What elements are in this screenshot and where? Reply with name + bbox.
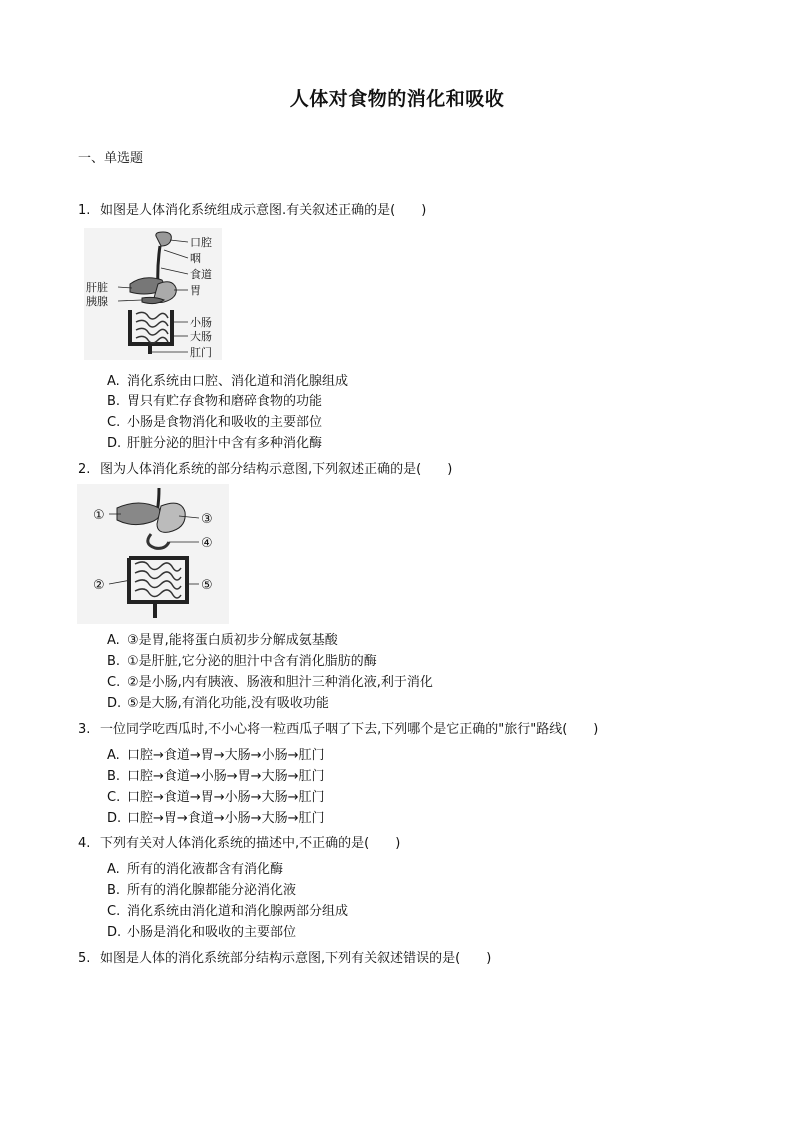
- question-number: 1.: [78, 203, 91, 218]
- figure-label-liver: 肝脏: [86, 281, 108, 294]
- q2-option-a[interactable]: A. ③是胃,能将蛋白质初步分解成氨基酸: [107, 633, 338, 648]
- question-1: [78, 199, 426, 218]
- question-text: 图为人体消化系统的部分结构示意图,下列叙述正确的是( ): [100, 462, 453, 477]
- figure-label-esophagus: 食道: [190, 268, 212, 281]
- figure-label-stomach: 胃: [190, 284, 201, 297]
- section-heading: 一、单选题: [78, 151, 144, 166]
- q3-option-d[interactable]: D. 口腔→胃→食道→小肠→大肠→肛门: [107, 811, 325, 826]
- figure-label-2: ②: [93, 578, 105, 593]
- digestive-system-figure-1: [84, 228, 222, 360]
- question-number: 3.: [78, 722, 91, 737]
- question-text: 如图是人体的消化系统部分结构示意图,下列有关叙述错误的是( ): [100, 951, 492, 966]
- question-4: [78, 832, 400, 851]
- q2-option-d[interactable]: D. ⑤是大肠,有消化功能,没有吸收功能: [107, 696, 329, 711]
- q1-option-c[interactable]: C. 小肠是食物消化和吸收的主要部位: [107, 415, 323, 430]
- figure-label-small-intestine: 小肠: [190, 316, 212, 329]
- figure-label-4: ④: [201, 536, 213, 551]
- digestive-system-figure-2: [77, 484, 229, 624]
- question-text: 如图是人体消化系统组成示意图.有关叙述正确的是( ): [100, 203, 427, 218]
- q4-option-d[interactable]: D. 小肠是消化和吸收的主要部位: [107, 925, 297, 940]
- figure-label-5: ⑤: [201, 578, 213, 593]
- figure-label-3: ③: [201, 512, 213, 527]
- page-title: 人体对食物的消化和吸收: [289, 88, 505, 110]
- figure-label-1: ①: [93, 508, 105, 523]
- figure-label-anus: 肛门: [190, 346, 212, 359]
- figure-label-pancreas: 胰腺: [86, 295, 108, 308]
- q4-option-a[interactable]: A. 所有的消化液都含有消化酶: [107, 862, 284, 877]
- q1-option-d[interactable]: D. 肝脏分泌的胆汁中含有多种消化酶: [107, 436, 323, 451]
- question-number: 5.: [78, 951, 91, 966]
- q3-option-a[interactable]: A. 口腔→食道→胃→大肠→小肠→肛门: [107, 748, 325, 763]
- figure-label-mouth: 口腔: [190, 236, 212, 249]
- question-5: [78, 947, 491, 966]
- question-number: 2.: [78, 462, 91, 477]
- q3-option-c[interactable]: C. 口腔→食道→胃→小肠→大肠→肛门: [107, 790, 325, 805]
- q4-option-b[interactable]: B. 所有的消化腺都能分泌消化液: [107, 883, 297, 898]
- question-number: 4.: [78, 836, 91, 851]
- question-2: [78, 458, 452, 477]
- q1-option-a[interactable]: A. 消化系统由口腔、消化道和消化腺组成: [107, 374, 349, 389]
- figure-label-large-intestine: 大肠: [190, 330, 212, 343]
- question-text: 下列有关对人体消化系统的描述中,不正确的是( ): [100, 836, 401, 851]
- q2-option-b[interactable]: B. ①是肝脏,它分泌的胆汁中含有消化脂肪的酶: [107, 654, 377, 669]
- q4-option-c[interactable]: C. 消化系统由消化道和消化腺两部分组成: [107, 904, 349, 919]
- q3-option-b[interactable]: B. 口腔→食道→小肠→胃→大肠→肛门: [107, 769, 325, 784]
- figure-label-pharynx: 咽: [190, 252, 201, 265]
- q2-option-c[interactable]: C. ②是小肠,内有胰液、肠液和胆汁三种消化液,利于消化: [107, 675, 433, 690]
- question-3: [78, 718, 598, 737]
- q1-option-b[interactable]: B. 胃只有贮存食物和磨碎食物的功能: [107, 394, 323, 409]
- question-text: 一位同学吃西瓜时,不小心将一粒西瓜子咽了下去,下列哪个是它正确的"旅行"路线( ): [100, 722, 599, 737]
